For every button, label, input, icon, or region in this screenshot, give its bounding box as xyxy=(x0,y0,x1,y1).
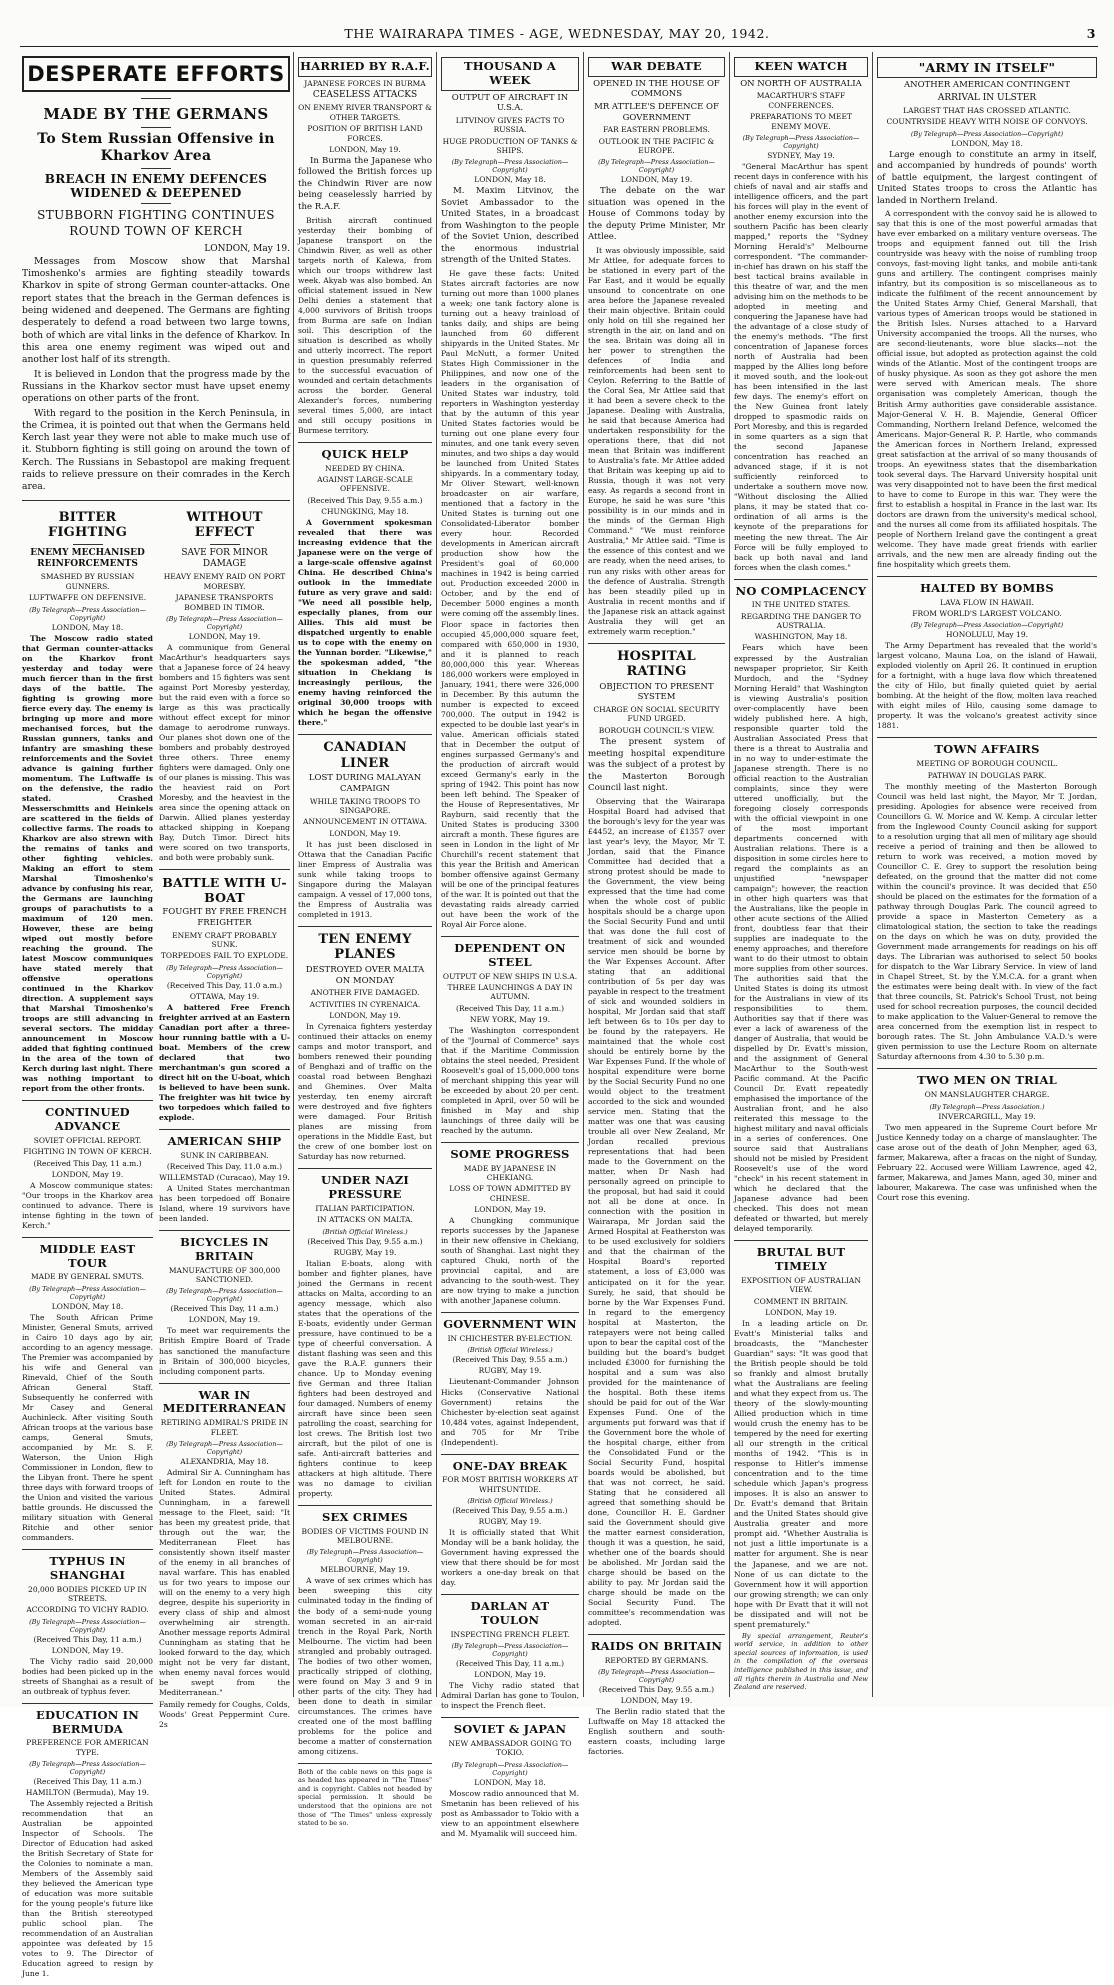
received: (Received This Day, 11 a.m.) xyxy=(455,1003,565,1013)
received: (Received This Day, 9.55 a.m.) xyxy=(598,1685,715,1695)
deck: WHILE TAKING TROOPS TO SINGAPORE. xyxy=(309,796,421,815)
article-keen-watch xyxy=(734,57,868,573)
dateline: LONDON, May 19. xyxy=(620,175,693,185)
headline: SOVIET & JAPAN xyxy=(453,1722,567,1737)
dateline: LONDON, May 18. xyxy=(51,1301,124,1311)
credit: (By Telegraph—Press Association—Copyright) xyxy=(166,614,283,631)
deck: PREPARATIONS TO MEET ENEMY MOVE. xyxy=(750,112,852,131)
body: Observing that the Wairarapa Hospital Board had advised that the borough's levy for the year was £4452, an increase of £1357 over last year's levy, the Mayor, Mr T. Jordan, said that the Finance Committee had decided that a strong protest should be made to the Government, the view being expressed that the time had come when the whole cost of public hospitals should be a charge upon the Social Security Fund and until that was done the full cost of treatment of sick and wounded service men should be borne by the War Expenses Account. After stating that an additional contribution of 5s per day was payable in respect to the treatment of sick and wounded soldiers in hospital, Mr Jordan said that staff left between 6s to 10s per day to be found by the ratepayers. He maintained that the whole cost should be entirely borne by the War Expenses Fund. If the whole of hospital expenditure were borne by the Social Security Fund no one would object to the treatment accorded to the sick and wounded service men. Stating that the matter was one that was causing trouble all over New Zealand, Mr Jordan recalled previous representations that had been made to the Government on the matter, when Dr Nash had personally agreed on principle to the proposal, but had said it could not all be done at once. In connection with the position in Wairarapa, Mr Jordan said the Armed Hospital at Featherston was to be used exclusively for soldiers and that the chairman of the Hospital Board's reported statement, a loss of £3,000 was anticipated on it for the year. Surely, he said, that should be borne by the War Expenses Fund. In regard to the emergency hospital at Masterton, the ratepayers were not being called upon to bear the capital cost of the building but the board's budget included £3000 for furnishing the hospital and a sum was also provided for the maintenance of the hospital. Both these items should be paid for out of the War Expenses Fund. One of the arguments put forward was that if the Government bore the whole of the hospital charge, either from the Consolidated Fund or the Social Security Fund, hospital boards would be abolished, but that was not correct, he said. Stating that he considered all agreed that something should be done, Councillor H. E. Gardner said the Government should give the matter earnest consideration, though it was a question, he said, whether one of the boards should be abolished. Mr Jordan said the charge should be based on the ability to pay. Mr Jordan said the charge should be made on the Social Security Fund. The committee's recommendation was adopted. xyxy=(588,796,725,1628)
article-dependent-steel xyxy=(441,942,579,1136)
article-bitter-fighting xyxy=(22,510,153,1095)
article-hospital-rating xyxy=(588,649,725,1628)
dateline: LONDON, May 19. xyxy=(620,1696,693,1706)
article-soviet-japan xyxy=(441,1723,579,1839)
body: The Berlin radio stated that the Luftwaffe on May 18 attacked the English southern and south-eastern coasts, including large factories. xyxy=(588,1707,725,1757)
deck: INSPECTING FRENCH FLEET. xyxy=(450,1629,570,1639)
dateline: WASHINGTON, May 18. xyxy=(754,632,848,642)
headline: CANADIAN LINER xyxy=(323,740,407,771)
dateline: LONDON, May 19. xyxy=(51,1169,124,1179)
headline: RAIDS ON BRITAIN xyxy=(590,1639,723,1654)
received: (Received This Day, 11.0 a.m.) xyxy=(166,980,283,990)
dateline: LONDON, May 18. xyxy=(474,175,546,185)
headline: AMERICAN SHIP xyxy=(167,1133,282,1148)
body: In a leading article on Dr. Evatt's Ministerial talks and broadcasts, the "Manchester Guardian" says: "It was good that the British people should be told so frankly and almost brutally what the Australians are feeling and what they expect from us. The theory of the slowly-mounting Allied production which in time would crush the enemy has to be tempered by the need for exerting all our strength in the critical months of 1942. "This is in response to Hitler's immense concentration and to the time schedule which Japan's progress imposes. It is also an answer to Dr. Evatt's demand that Britain and the United States should give Australia greater and more prompt aid. "Whether Australia is not just a little importunate is a matter for argument. She is near the Japanese, and we are not. None of us can dictate to the Government how it will apportion our growing strength; we can only hope with Dr Evatt that it will not be dissipated and will not be spent prematurely." xyxy=(734,1319,868,1629)
credit: (By Telegraph—Press Association—Copyright) xyxy=(166,1287,283,1304)
headline: SOME PROGRESS xyxy=(450,1146,570,1161)
deck: RETIRING ADMIRAL'S PRIDE IN FLEET. xyxy=(160,1418,289,1437)
body: "General MacArthur has spent recent days in conference with his chiefs of naval and air staffs and intelligence officers, and the part his forces will play in the event of another enemy excursion into the southern Pacific has been clearly mapped," reports the "Sydney Morning Herald's" Melbourne correspondent. "The commander-in-chief has drawn on his staff the best tactical brains available in this theatre of war, and the men advising him on the methods to be adopted in meeting and conquering the Japanese have had the advantage of a close study of the enemy's methods. "The first concentration of Japanese forces north of Australia had been mapped by the Allies long before it moved south, and the look-out has been intensified in the last few days. The enemy's effort on the New Guinea front lately dropped to spasmodic raids on Port Moresby, and this is regarded in some quarters as a sign that the second Japanese concentration has reached an advanced stage, if it is not sufficiently reinforced to undertake a southern move now. "Without disclosing the Allied plans, it may be stated that co-ordination of all arms is the keynote of the preparations for meeting the new threat. The Air Force will be fully employed to back up both naval and land forces when the clash comes." xyxy=(734,161,868,572)
headline: WITHOUT EFFECT xyxy=(186,509,263,541)
article-two-men-trial xyxy=(877,1074,1097,1202)
body: The Moscow radio stated that German counter-attacks on the Kharkov front yesterday and today were much fiercer than in the first days of the battle. The fighting is growing more fierce every day. The enemy is bringing up more and more mechanised forces, but the Russian gunners, tanks and infantry are smashing these reinforcements and the Soviet advance is gaining further momentum. The Luftwaffe is on the defensive, the radio stated. Crashed Messerschmitts and Heinkels are scattered in the fields of collective farms. The roads to Kharkov are also strewn with the remains of tanks and other fighting vehicles. Making an effort to stem Marshal Timoshenko's advance by confusing his rear, the Germans are launching groups of parachutists to a maximum of 120 men. However, these are being wiped out mostly before reaching the ground. The latest Moscow communiques have stated merely that offensive operations continued in the Kharkov direction. A supplement says that Marshal Timoshenko's troops are still advancing in several sectors. The midday announcement in Moscow added that fighting continued in the area of the town of Kerch during last night. There was nothing important to report from the other fronts. xyxy=(22,633,153,1094)
column-divider xyxy=(436,52,437,1697)
column-divider xyxy=(872,52,873,1697)
deck: IN CHICHESTER BY-ELECTION. xyxy=(447,1334,573,1344)
body: In Cyrenaica fighters yesterday continued their attacks on enemy camps and motor transport, and bombers renewed their pounding of Benghazi and of traffic on the coastal road between Benghazi and Ghemines. Over Malta yesterday, ten enemy aircraft were destroyed and five fighters were damaged. Four British planes are missing from operations in the Middle East, but the crew of one bomber lost on Saturday has now returned. xyxy=(298,1021,432,1162)
article-brutal-timely xyxy=(734,1246,868,1691)
deck: THREE LAUNCHINGS A DAY IN AUTUMN. xyxy=(447,982,573,1002)
headline: BATTLE WITH U-BOAT xyxy=(162,875,287,906)
headline: TWO MEN ON TRIAL xyxy=(917,1073,1057,1088)
deck: 20,000 BODIES PICKED UP IN STREETS. xyxy=(28,1584,147,1604)
deck: FIGHTING IN TOWN OF KERCH. xyxy=(23,1147,152,1157)
deck: MADE BY THE GERMANS xyxy=(43,105,269,123)
received: (Received This Day, 9.55 a.m.) xyxy=(307,1236,423,1246)
headline: ONE-DAY BREAK xyxy=(452,1458,568,1473)
article-one-day-break xyxy=(441,1460,579,1589)
headline: QUICK HELP xyxy=(321,446,409,461)
article-some-progress xyxy=(441,1148,579,1306)
headline: CONTINUED ADVANCE xyxy=(45,1105,130,1134)
article-army-in-itself xyxy=(877,57,1097,570)
deck: JAPANESE FORCES IN BURMA xyxy=(304,78,426,88)
credit: (By Telegraph—Press Association—Copyright) xyxy=(451,158,569,175)
headline: EDUCATION IN BERMUDA xyxy=(36,1707,139,1736)
body: The Army Department has revealed that the world's largest volcano, Mauna Loa, on the island of Hawaii, exploded violently on April 26. It continued in eruption for a fortnight, with a huge lava flow which threatened the city of Hilo, but finally quieted quiet by aerial bombing. At the height of the flow, molten lava reached with eight miles of Hilo, causing some damage to property. It was the volcano's greatest activity since 1881. xyxy=(877,641,1097,731)
article-education-bermuda xyxy=(22,1709,153,1980)
dateline: OTTAWA, May 19. xyxy=(189,991,260,1001)
dateline: LONDON, May 19. xyxy=(474,1205,546,1215)
credit: (By Telegraph—Press Association—Copyright) xyxy=(451,1760,569,1777)
footnote: Both of the cable news on this page is as headed has appeared in "The Times" and is copyright. Cables not headed by special permission. It should be understood that the opinions are not those of "The Times" unless expressly stated to be so. xyxy=(298,1767,432,1828)
body: Two men appeared in the Supreme Court before Mr Justice Kennedy today on a charge of manslaughter. The case arose out of the death of John Menpher, aged 63, farmer, Makarewa, after a fracas on the night of Sunday, February 22. Accused were William Lawrence, aged 42, farmer, Makarewa, and James Mann, aged 30, miner and labourer, Makarewa. The case was unfinished when the Court rose this evening. xyxy=(877,1122,1097,1202)
lead-paragraph: Large enough to constitute an army in itself, and accompanied by hundreds of pounds' worth of battle equipment, the largest contingent of United States troops to cross the Atlantic has landed in Northern Ireland. xyxy=(877,149,1097,206)
lead-paragraph: M. Maxim Litvinov, the Soviet Ambassador to the United States, in a broadcast from Washington to the people of the Soviet Union, described the enormous industrial strength of the United States. xyxy=(441,186,579,266)
deck: ENEMY MECHANISED REINFORCEMENTS xyxy=(30,547,145,570)
deck: OUTPUT OF NEW SHIPS IN U.S.A. xyxy=(442,971,578,981)
deck: OPENED IN THE HOUSE OF COMMONS xyxy=(593,78,720,100)
deck: NEEDED BY CHINA. xyxy=(325,463,405,473)
body: Moscow radio announced that M. Smetanin has been relieved of his post as Ambassador to Tokio with a view to an appointment elsewhere and M. Myamalik will succeed him. xyxy=(441,1788,579,1838)
deck: FOR MOST BRITISH WORKERS AT WHITSUNTIDE. xyxy=(442,1475,578,1494)
deck: BODIES OF VICTIMS FOUND IN MELBOURNE. xyxy=(301,1526,429,1546)
dateline: RUGBY, May 19. xyxy=(333,1247,397,1257)
deck: EXPOSITION OF AUSTRALIAN VIEW. xyxy=(741,1276,861,1295)
deck: HEAVY ENEMY RAID ON PORT MORESBY. xyxy=(163,572,286,591)
deck: SOVIET OFFICIAL REPORT. xyxy=(33,1135,142,1145)
deck: HUGE PRODUCTION OF TANKS & SHIPS. xyxy=(442,136,578,155)
article-quick-help xyxy=(298,448,432,728)
deck: SAVE FOR MINOR DAMAGE xyxy=(181,547,268,570)
deck: OUTPUT OF AIRCRAFT IN U.S.A. xyxy=(451,92,569,114)
dateline: MELBOURNE, May 19. xyxy=(320,1565,410,1575)
headline: HOSPITAL RATING xyxy=(617,648,696,680)
credit: (By Telegraph—Press Association—Copyright) xyxy=(598,1668,715,1685)
deck: ON MANSLAUGHTER CHARGE. xyxy=(924,1090,1050,1100)
article-canadian-liner xyxy=(298,740,432,920)
dateline: NEW YORK, May 19. xyxy=(470,1014,550,1024)
body: The South African Prime Minister, General Smuts, arrived in Cairo 10 days ago by air, according to an agency message. The Premier was accompanied by his wife and General van Rinevald, Chief of the South African General Staff. Subsequently he conferred with Mr Casey and General Auchinleck. After visiting South African troops at the various base camps, General Smuts, accompanied by Mr. S. F. Waterson, the Union High Commissioner in London, flew to the Libyan front. There he spent three days with forward troops of the Union and visited the various battle grounds. He discussed the military situation with General Ritchie and other senior commanders. xyxy=(22,1312,153,1543)
deck: MEETING OF BOROUGH COUNCIL. xyxy=(916,759,1058,769)
article-sex-crimes xyxy=(298,1511,432,1757)
deck: ON ENEMY RIVER TRANSPORT & OTHER TARGETS. xyxy=(298,103,432,122)
deck: DESTROYED OVER MALTA ON MONDAY xyxy=(305,964,425,986)
deck: BOROUGH COUNCIL'S VIEW. xyxy=(598,725,715,735)
body: A Government spokesman revealed that there was increasing evidence that the Japanese were on the verge of a large-scale offensive against China. He described China's outlook in the immediate future as very grave and said: "We need all possible help, especially planes, from our Allies. This aid must be dispatched urgently to enable us to cope with the enemy on the Yunnan border. "Likewise," the spokesman added, "the situation in Chekiang is increasingly perilous, the enemy having reinforced the original 30,000 troops with which he began the offensive there." xyxy=(298,517,432,728)
lead-paragraph: The present system of meeting hospital expenditure was the subject of a protest by the Masterton Borough Council last night. xyxy=(588,737,725,794)
credit: (By Telegraph—Press Association—Copyright) xyxy=(166,1439,283,1456)
dateline: LONDON, May 19. xyxy=(474,1670,546,1680)
body: A Moscow communique states: "Our troops in the Kharkov area continued to advance. There is intense fighting in the town of Kerch." xyxy=(22,1180,153,1230)
credit: (By Telegraph—Press Association—Copyright) xyxy=(598,158,715,175)
dateline: LONDON, May 19. xyxy=(51,1645,124,1655)
deck: SUNK IN CARIBBEAN. xyxy=(180,1150,269,1160)
headline: TOWN AFFAIRS xyxy=(934,742,1040,757)
deck: ANOTHER AMERICAN CONTINGENT xyxy=(904,80,1070,90)
deck: MR ATTLEE'S DEFENCE OF GOVERNMENT xyxy=(594,102,719,123)
lead-subcolumns xyxy=(22,505,290,1985)
deck: LAVA FLOW IN HAWAII. xyxy=(940,597,1034,607)
headline: BICYCLES IN BRITAIN xyxy=(180,1235,269,1263)
body: The monthly meeting of the Masterton Borough Council was held last night, the Mayor, Mr T. Jordan, presiding. Apologies for absence were received from Councillors G. W. Morice and W. Kemp. A circular letter from the Inglewood County Council asking for support to a resolution urging that all men of military age should receive a period of training and then be allowed to return to work was received, a motion moved by Councillor C. E. Grey to support the resolution being defeated, on the ground that the matter did not come within the council's province. It was decided that £50 should be placed on the estimates for the formation of a pathway through Douglas Park. The council agreed to provide a space in Masterton Cemetery as a climatological station, the section to take the readings on the days on which he was on duty, provided the Government made arrangements for readings on his off days. The Librarian was authorised to select 50 books for dispatch to the War Library Service. In view of land in Chapel Street, St. by the Y.M.C.A. for a grant when the estimates were being dealt with. In view of the fact that three councils, St. Patrick's School Trust, not being used for school recreation purposes, the council decided to make application to the Valuer-General to remove the area concerned from the exemption list in respect to borough rates. The St. John Ambulance V.A.D.'s were given permission to use the Lecture Room on alternate Saturday afternoons from 4.30 to 5.30 p.m. xyxy=(877,782,1097,1062)
headline: WAR IN MEDITERRANEAN xyxy=(162,1387,287,1416)
deck: IN ATTACKS ON MALTA. xyxy=(317,1215,413,1225)
dateline: RUGBY, May 19. xyxy=(478,1517,542,1527)
headline: BITTER FIGHTING xyxy=(47,509,128,541)
credit: (British Official Wireless.) xyxy=(322,1227,408,1236)
received: (Received This Day, 11 a.m.) xyxy=(33,1777,142,1787)
column-4 xyxy=(588,52,725,1757)
deck: SMASHED BY RUSSIAN GUNNERS. xyxy=(40,572,135,591)
deck: BREACH IN ENEMY DEFENCES WIDENED & DEEPENED xyxy=(44,171,268,200)
headline: GOVERNMENT WIN xyxy=(443,1317,577,1332)
deck: MADE BY JAPANESE IN CHEKIANG. xyxy=(463,1163,557,1183)
headline: "ARMY IN ITSELF" xyxy=(877,57,1097,78)
body: Italian E-boats, along with bomber and fighter planes, have joined the Germans in recent attacks on Malta, according to an agency message, which also states that the operations of the E-boats, evidently under German pressure, have continued to be a type of cheerful conversation. A distant flashing was seen and this gave the R.A.F. gunners their chance. Up to Monday evening five German and three Italian fighters had been destroyed and four damaged. Numbers of enemy aircraft have since been seen patrolling the coast, searching for lost crews. The British lost two aircraft, but the pilot of one is safe. Anti-aircraft batteries and fighters continue to keep attackers at high altitude. There was no damage to civilian property. xyxy=(298,1258,432,1498)
deck: PREFERENCE FOR AMERICAN TYPE. xyxy=(26,1738,149,1757)
headline: BRUTAL BUT TIMELY xyxy=(756,1245,846,1274)
deck: ANOTHER FIVE DAMAGED. xyxy=(310,988,420,998)
deck: AGAINST LARGE-SCALE OFFENSIVE. xyxy=(317,475,413,494)
headline: SEX CRIMES xyxy=(322,1509,408,1524)
body: Admiral Sir A. Cunningham has left for London en route to the United States. Admiral Cunningham, in a farewell message to the Fleet, said: "It has been my greatest pride, that through out the war, the Mediterranean Fleet has consistently shown itself master of the enemy in all branches of naval warfare. This has enabled us for two years to impose our will on the enemy to a very high degree, despite his superiority in every class of ship and almost overwhelming air strength. Another message reports Admiral Cunningham as stating that he looked forward to the day, which might not be very far distant, when enemy naval forces would be swept from the Mediterranean." xyxy=(159,1467,290,1698)
deck: JAPANESE TRANSPORTS BOMBED IN TIMOR. xyxy=(175,593,274,612)
article-war-debate xyxy=(588,57,725,637)
headline: KEEN WATCH xyxy=(734,57,868,77)
article-halted-by-bombs xyxy=(877,582,1097,732)
headline: THOUSAND A WEEK xyxy=(441,57,579,91)
deck: FOUGHT BY FREE FRENCH FREIGHTER xyxy=(162,907,287,928)
column-6 xyxy=(877,52,1097,1697)
headline: DARLAN AT TOULON xyxy=(470,1599,550,1628)
column-5 xyxy=(734,52,868,1697)
body: A wave of sex crimes which has been sweeping this city culminated today in the finding of the body of a semi-nude young woman secreted in an air-raid trench in the Royal Park, North Melbourne. The victim had been strangled and probably outraged. The bodies of two other women, practically stripped of clothing, were found on May 3 and 9 in other parts of the city. They had been done to death in similar circumstances. The crimes have created one of the most baffling problems for the police and become a matter of consternation among citizens. xyxy=(298,1576,432,1756)
dateline: INVERCARGILL, May 19. xyxy=(938,1111,1036,1121)
dateline: HONOLULU, May 19. xyxy=(946,630,1028,640)
article-nazi-pressure xyxy=(298,1174,432,1499)
deck: ARRIVAL IN ULSTER xyxy=(937,92,1037,103)
paragraph: It is believed in London that the progress made by the Russians in the Kharkov sector must have upset enemy operations on other parts of the front. xyxy=(22,368,290,405)
credit: (By Telegraph—Press Association.) xyxy=(929,1102,1045,1111)
credit: (By Telegraph—Press Association—Copyright) xyxy=(166,963,283,980)
body: A correspondent with the convoy said he is allowed to say that this is one of the most powerful armadas that have ever embarked on a military venture overseas. The troops and equipment fanned out till the Irish countryside was heavy with the noise of rumbling troop convoys, fast-moving light tanks, and mobile anti-tank guns and artillery. The contingent comprises mainly infantry, but its composition is so miscellaneous as to indicate the fulfilment of the recent announcement by the United States Army Chief, General Marshall, that various types of American troops would be stationed in the British Isles. Nurses attached to a Harvard University accompanied the troops. All the nurses, who are second-lieutenants, wore blue slacks—not the official issue, but adopted as protection against the cold winds of the Atlantic. Most of the contingent troops are of husky physique. As soon as they got ashore the men were served with American meals. The shore organisation was completely American, though the British Army authorities gave considerable assistance. Major-General V. H. B. Majendie, General Officer Commanding, Northern Ireland Defence, welcomed the Americans. Major-General R. P. Hartle, who commands the American forces in Northern Ireland, expressed great satisfaction at the arrival of so many thousands of troops. An eyewitness states that the disembarkation took several days. The Harvard University hospital unit was very disappointed not to have been the first medical to have to come to Europe in this war. They were the first to establish a hospital in France in the last war. Its doctors are drawn from the university's medical school, and the nurses all come from its affiliated hospitals. The people of Northern Ireland gave the contingent a great welcome. They have made great friends with earlier arrivals, and the new men are already finding out the fine hospitality which greets them. xyxy=(877,209,1097,569)
dateline: LONDON, May 18. xyxy=(474,1777,546,1787)
received: (Received This Day, 9.55 a.m.) xyxy=(307,495,423,505)
body: A communique from General MacArthur's headquarters says that a Japanese force of 24 heavy bombers and 15 fighters was sent against Port Moresby yesterday, but the raid even with a force so large as this was practically without effect except for minor damage to aerodrome runways. Our planes shot down one of the bombers and probably destroyed three others. Three enemy fighters were damaged. Only one of our planes is missing. This was the heaviest raid on Port Moresby, and the heaviest in the area since the opening attack on Darwin. Allied planes yesterday attacked shipping in Koepang Bay, Dutch Timor. Direct hits were scored on two transports, and both were probably sunk. xyxy=(159,642,290,863)
deck: COUNTRYSIDE HEAVY WITH NOISE OF CONVOYS. xyxy=(886,117,1088,127)
received: (Received This Day, 11 a.m.) xyxy=(33,1634,142,1644)
article-raids-britain xyxy=(588,1640,725,1757)
credit: (By Telegraph—Press Association—Copyright) xyxy=(306,1548,424,1565)
deck: FAR EASTERN PROBLEMS. xyxy=(603,125,710,135)
dateline: ALEXANDRIA, May 18. xyxy=(180,1456,269,1466)
dateline: LONDON, May 19. xyxy=(765,1308,837,1318)
dateline: CHUNGKING, May 18. xyxy=(321,506,409,516)
deck: OBJECTION TO PRESENT SYSTEM xyxy=(599,681,714,703)
deck: ACTIVITIES IN CYRENAICA. xyxy=(309,999,421,1009)
deck: ON NORTH OF AUSTRALIA xyxy=(740,78,862,89)
received: (Received This Day, 11 a.m.) xyxy=(33,1158,142,1168)
column-2 xyxy=(298,52,432,1828)
deck: FROM WORLD'S LARGEST VOLCANO. xyxy=(912,608,1062,618)
deck: LARGEST THAT HAS CROSSED ATLANTIC. xyxy=(903,105,1071,115)
deck: LOSS OF TOWN ADMITTED BY CHINESE. xyxy=(449,1184,571,1203)
article-darlan xyxy=(441,1600,579,1711)
lead-paragraph: In Burma the Japanese who followed the British forces up the Chindwin River are now being ceaselessly harried by the R.A.F. xyxy=(298,155,432,212)
headline: DEPENDENT ON STEEL xyxy=(454,940,566,969)
note: By special arrangement, Reuter's world service, in addition to other special sources of information, is used in the compilation of the overseas intelligence published in this issue, and all rights therein in Australia and New Zealand are reserved. xyxy=(734,1631,868,1692)
article-no-complacency xyxy=(734,585,868,1235)
column-3 xyxy=(441,52,579,1838)
deck: MACARTHUR'S STAFF CONFERENCES. xyxy=(756,91,846,110)
subcolumn-left xyxy=(22,505,153,1985)
body: It has just been disclosed in Ottawa that the Canadian Pacific liner Empress of Australia was sunk while taking troops to Singapore during the Malayan campaign. A vessel of 17,000 tons, the Empress of Australia was completed in 1913. xyxy=(298,839,432,919)
article-government-win xyxy=(441,1318,579,1447)
body: The Vichy radio said 20,000 bodies had been picked up in the streets of Shanghai as a result of an outbreak of typhus fever. xyxy=(22,1656,153,1696)
headline: HARRIED BY R.A.F. xyxy=(298,57,432,77)
article-middle-east-tour xyxy=(22,1243,153,1543)
advertisement: Family remedy for Coughs, Colds, Woods' Great Peppermint Cure. 2s xyxy=(159,1700,290,1730)
headline: UNDER NAZI PRESSURE xyxy=(320,1173,410,1201)
masthead-title: THE WAIRARAPA TIMES - AGE, WEDNESDAY, MAY 20, 1942. xyxy=(344,26,770,41)
headline: TEN ENEMY PLANES xyxy=(318,931,412,963)
article-without-effect xyxy=(159,510,290,864)
article-ten-enemy-planes xyxy=(298,932,432,1162)
article-american-ship xyxy=(159,1135,290,1224)
body: The Vichy radio stated that Admiral Darlan has gone to Toulon, to inspect the French fleet. xyxy=(441,1681,579,1711)
deck: NEW AMBASSADOR GOING TO TOKIO. xyxy=(448,1739,572,1758)
article-continued-advance xyxy=(22,1106,153,1230)
deck: LUFTWAFFE ON DEFENSIVE. xyxy=(28,593,147,603)
headline: NO COMPLACENCY xyxy=(735,583,867,598)
deck: PATHWAY IN DOUGLAS PARK. xyxy=(927,770,1047,780)
column-divider xyxy=(729,52,730,1697)
deck: STUBBORN FIGHTING CONTINUES ROUND TOWN OF KERCH xyxy=(37,208,275,238)
deck: ITALIAN PARTICIPATION. xyxy=(315,1203,415,1213)
deck: REPORTED BY GERMANS. xyxy=(604,1655,709,1665)
credit: (By Telegraph—Press Association—Copyright) xyxy=(29,605,146,622)
received: (Received This Day, 9.55 a.m.) xyxy=(452,1506,568,1516)
masthead-rule xyxy=(20,46,1098,47)
deck: LOST DURING MALAYAN CAMPAIGN xyxy=(308,773,422,794)
deck: To Stem Russian Offensive in Kharkov Area xyxy=(37,131,275,164)
dateline: LONDON, May 19. xyxy=(204,243,290,254)
credit: (By Telegraph—Press Association—Copyright) xyxy=(451,1642,569,1659)
paragraph: With regard to the position in the Kerch Peninsula, in the Crimea, it is pointed out that when the Germans held Kerch last year they were not able to make much use of it. Stubborn fighting is still going on around the town of Kerch. The Russians in Sebastopol are making frequent raids to relieve pressure on their comrades in the Kerch area. xyxy=(22,407,290,493)
deck: IN THE UNITED STATES. xyxy=(751,600,851,610)
deck: POSITION OF BRITISH LAND FORCES. xyxy=(307,124,423,143)
dateline: WILLEMSTAD (Curacao), May 19. xyxy=(159,1173,290,1183)
deck: ACCORDING TO VICHY RADIO. xyxy=(26,1605,149,1615)
deck: LITVINOV GIVES FACTS TO RUSSIA. xyxy=(455,115,565,135)
deck: MADE BY GENERAL SMUTS. xyxy=(30,1272,144,1282)
dateline: LONDON, May 19. xyxy=(329,144,401,154)
body: The Assembly rejected a British recommendation that an Australian be appointed Inspector of Schools. The Director of Education had asked the British Secretary of State for the Colonies to nominate a man. Members of the Assembly said they believed the American type of education was more suitable for the young people's future like than the British stereotyped public school plan. The recommendation of an Australian appointee was defeated by 15 votes to 9. The Director of Education agreed to resign by June 1. xyxy=(22,1799,153,1979)
column-divider xyxy=(583,52,584,1697)
headline: MIDDLE EAST TOUR xyxy=(39,1241,136,1270)
headline: HALTED BY BOMBS xyxy=(920,580,1054,595)
deck: ENEMY CRAFT PROBABLY SUNK. xyxy=(172,930,277,949)
deck: CEASELESS ATTACKS xyxy=(312,90,418,101)
body: He gave these facts: United States aircraft factories are now turning out more than 1000 planes a week; one tank factory alone is turning out a heavy trainload of tanks daily, and ships are being launched from 60 different shipyards in the United States. Mr Paul McNutt, a former United States High Commissioner in the Philippines, and now one of the leaders in the organisation of United States war industry, told reporters in Washington yesterday that by the autumn of this year United States factories would be turning out one plane every four minutes, and one tank every seven minutes, and two ships a day would be launched from United States shipyards. In a commentary today, Mr Oliver Stewart, well-known broadcaster on air warfare, mentioned that a factory in the United States is turning out one Consolidated-Liberator bomber every hour. Recorded developments in American aircraft production show how the President's goal of 60,000 machines in 1942 is being carried out. Production exceeded 2000 in October, and by the end of December 5000 engines a month were coming off the assembly lines. Floor space in factories then occupied 45,000,000 square feet, compared with 650,000 in 1930, and it is planned to reach 80,000,000 this year. Whereas 186,000 workers were employed in January, 1941, there were 326,000 in December. By this autumn the number is expected to exceed 700,000. The output in 1942 is expected to be double last year's in value. American officials stated that in December the output of engines surpassed Germany's and the production of aircraft would exceed Germany's early in the spring of 1942. This point has now been left behind. The Speaker of the House of Representatives, Mr Rayburn, said recently that the United States is producing 3300 aircraft a month. These figures are seen in London in the light of Mr Churchill's recent statement that this year the British and American bomber offensive against Germany will be one of the principal features of the war. It is pointed out that the devastating raids already carried out have been the work of the Royal Air Force alone. xyxy=(441,268,579,929)
credit: (By Telegraph—Press Association—Copyright) xyxy=(29,1284,146,1301)
dateline: LONDON, May 19. xyxy=(329,828,401,838)
lead-paragraph: The debate on the war situation was opened in the House of Commons today by the deputy Prime Minister, Mr Attlee. xyxy=(588,186,725,243)
dateline: LONDON, May 19. xyxy=(329,1010,401,1020)
body: A Chungking communique reports successes by the Japanese in their new offensive in Chekiang, south of Shanghai. Last night they captured Chuki, north of the provincial capital, and are advancing to the south-west. They are now trying to make a junction with another Japanese column. xyxy=(441,1216,579,1306)
dateline: SYDNEY, May 19. xyxy=(767,150,835,160)
headline: DESPERATE EFFORTS xyxy=(22,56,290,92)
credit: (By Telegraph—Press Association—Copyright) xyxy=(29,1760,146,1777)
article-thousand-a-week xyxy=(441,57,579,930)
column-1 xyxy=(22,52,290,1979)
credit: (By Telegraph—Press Association—Copyright) xyxy=(910,129,1064,138)
article-harried xyxy=(298,57,432,436)
dateline: LONDON, May 18. xyxy=(951,138,1023,148)
dateline: LONDON, May 18. xyxy=(51,622,124,632)
article-bicycles xyxy=(159,1236,290,1376)
dateline: LONDON, May 19. xyxy=(188,1315,261,1325)
deck: REGARDING THE DANGER TO AUSTRALIA. xyxy=(740,611,862,631)
received: (Received This Day, 9.55 a.m.) xyxy=(452,1355,568,1365)
headline: WAR DEBATE xyxy=(588,57,725,77)
body: Fears which have been expressed by the Australian newspaper proprietor, Sir Keith Murdoch, and the "Sydney Morning Herald" that Washington is viewing Australia's position over-complacently have been widely published here. A high, responsible quarter told the Australian Associated Press that there is a threat to Australia and in no way to under-estimate the Japanese strength. There is no official reaction to the Australian complaints, since they were uttered unofficially, but the foregoing closely corresponds with the official viewpoint in one of the most important departments concerned with Australian relations. There is a disposition in some circles here to regard the complaints as an unjustified "newspaper campaign"; however, the reaction in other high quarters was that the Australians, like the people in other acute sections of the Allied front, doubtless fear that their supplies are inadequate to the enemy approaches, and therefore want to do their utmost to obtain more supplies from other sources. The authorities said that the United States is doing its utmost for the Australians in view of its responsibilities to them. Authorities say that if there was ever a lack of awareness of the danger of Australia, that would be dispelled by Dr. Evatt's mission, and the assignment of General MacArthur to the South-west Pacific command. At the Pacific Council Dr. Evatt repeatedly emphasised the importance of the Australian front, and he also reiterated this message to the highest military and naval officials in a series of conferences. One source said that Australians should not be misled by President Roosevelt's use of the word "check" in his recent statement in which he declared that the Japanese advance had been checked. This does not mean defeated or thwarted, but merely delayed temporarily. xyxy=(734,643,868,1234)
received: (Received This Day, 11 a.m.) xyxy=(455,1659,565,1669)
received: (Received This Day, 11.0 a.m.) xyxy=(166,1162,283,1172)
deck: CHARGE ON SOCIAL SECURITY FUND URGED. xyxy=(593,705,720,724)
deck: MANUFACTURE OF 300,000 SANCTIONED. xyxy=(168,1265,281,1285)
body: It is officially stated that Whit Monday will be a bank holiday, the Government having expressed the view that there should be for most workers a one-day break on that day. xyxy=(441,1528,579,1588)
page-number: 3 xyxy=(1086,26,1096,41)
article-war-mediterranean xyxy=(159,1389,290,1731)
dateline: RUGBY, May 19. xyxy=(478,1366,542,1376)
credit: (British Official Wireless.) xyxy=(467,1346,553,1355)
deck: TORPEDOES FAIL TO EXPLODE. xyxy=(160,951,289,961)
body: It was obviously impossible, said Mr Attlee, for adequate forces to be stationed in every part of the Far East, and it would be equally unsound to concentrate on one area before the Japanese revealed their main objective. Britain could only hold on till she regained her strength in the air, on land and on the sea. Britain was doing all in her power to strengthen the defences of India and reinforcements had been sent to Ceylon. Referring to the Battle of the Coral Sea, Mr Attlee said that it had been a severe check to the Japanese. Dealing with Australia, he said that because America had undertaken responsibility for the operations there, that did not mean that Britain was indifferent to Australia's fate. Mr Attlee added that Britain was keeping up aid to Russia, though it was not very easy. As regards a second front in Europe, he said he was sure "this possibility is in our minds and in the minds of the German High Command." "We must reinforce Australia," Mr Attlee said. "Time is the essence of this contest and we are ready, when the need arises, to run any risks with other areas for the defence of Australia. Strength has been steadily piled up in Australia in recent months and if the Japanese risk an attack against Australia they will get an extremely warm reception." xyxy=(588,246,725,636)
headline: TYPHUS IN SHANGHAI xyxy=(49,1554,126,1582)
deck: COMMENT IN BRITAIN. xyxy=(753,1296,849,1306)
subcolumn-right xyxy=(159,505,290,1985)
body: Lieutenant-Commander Johnson Hicks (Conservative National Government) retains the Chichester by-election seat against 10,484 votes, against Independent, and 705 for Mr Tribe (Independent). xyxy=(441,1377,579,1447)
credit: (By Telegraph—Press Association—Copyright) xyxy=(910,621,1064,630)
article-battle-u-boat xyxy=(159,875,290,1123)
received: (Received This Day, 11 a.m.) xyxy=(170,1304,279,1314)
body: To meet war requirements the British Empire Board of Trade has sanctioned the manufacture in Britain of 300,000 bicycles, including component parts. xyxy=(159,1326,290,1376)
dateline: HAMILTON (Bermuda), May 19. xyxy=(25,1788,150,1798)
article-town-affairs xyxy=(877,743,1097,1062)
body: British aircraft continued yesterday their bombing of Japanese transport on the Chindwin River, as well as other targets north of Kalewa, from which our troops withdrew last week. Akyab was also bombed. An official statement issued in New Delhi denies a statement that 4,000 survivors of British troops from Burma are safe on Indian soil. This description of the situation is described as wholly and utterly incorrect. The report in question presumably referred to the successful evacuation of wounded and certain detachments across the border. General Alexander's forces, numbering several times 5,000, are intact and still occupy positions in Burmese territory. xyxy=(298,215,432,435)
dateline: LONDON, May 19. xyxy=(188,631,261,641)
column-divider xyxy=(293,52,294,1697)
deck: ANNOUNCEMENT IN OTTAWA. xyxy=(303,817,427,827)
credit: (British Official Wireless.) xyxy=(467,1497,553,1506)
credit: (By Telegraph—Press Association—Copyright) xyxy=(742,133,860,150)
masthead xyxy=(0,26,1114,42)
credit: (By Telegraph—Press Association—Copyright) xyxy=(29,1617,146,1634)
body: A battered Free French freighter arrived at an Eastern Canadian port after a three-hour running battle with a U-boat. Members of the crew declared that two merchantman's gun scored a direct hit on the U-boat, which is believed to have been sunk. The freighter was hit twice by two torpedoes which failed to explode. xyxy=(159,1002,290,1122)
body: A United States merchantman has been torpedoed off Bonaire Island, where 19 survivors have been landed. xyxy=(159,1184,290,1224)
paragraph: Messages from Moscow show that Marshal Timoshenko's armies are fighting steadily towards Kharkov in spite of strong German counter-attacks. One report states that the breach in the German defences is being widened and deepened. The Germans are fighting desperately to defend a road between two large towns, both of which are vital links in the defence of Kharkov. In this area one enemy regiment was wiped out and another lost half of its strength. xyxy=(22,255,290,366)
article-typhus xyxy=(22,1555,153,1697)
article-desperate-efforts xyxy=(22,56,290,494)
body: The Washington correspondent of the "Journal of Commerce" says that if the Maritime Commission obtains the steel needed, President Roosevelt's goal of 15,000,000 tons of merchant shipping this year will be exceeded by about 20 per cent. completed in April, over 50 will be finished in May and ship launchings of three daily will be reached by the autumn. xyxy=(441,1025,579,1135)
deck: OUTLOOK IN THE PACIFIC & EUROPE. xyxy=(598,136,715,156)
